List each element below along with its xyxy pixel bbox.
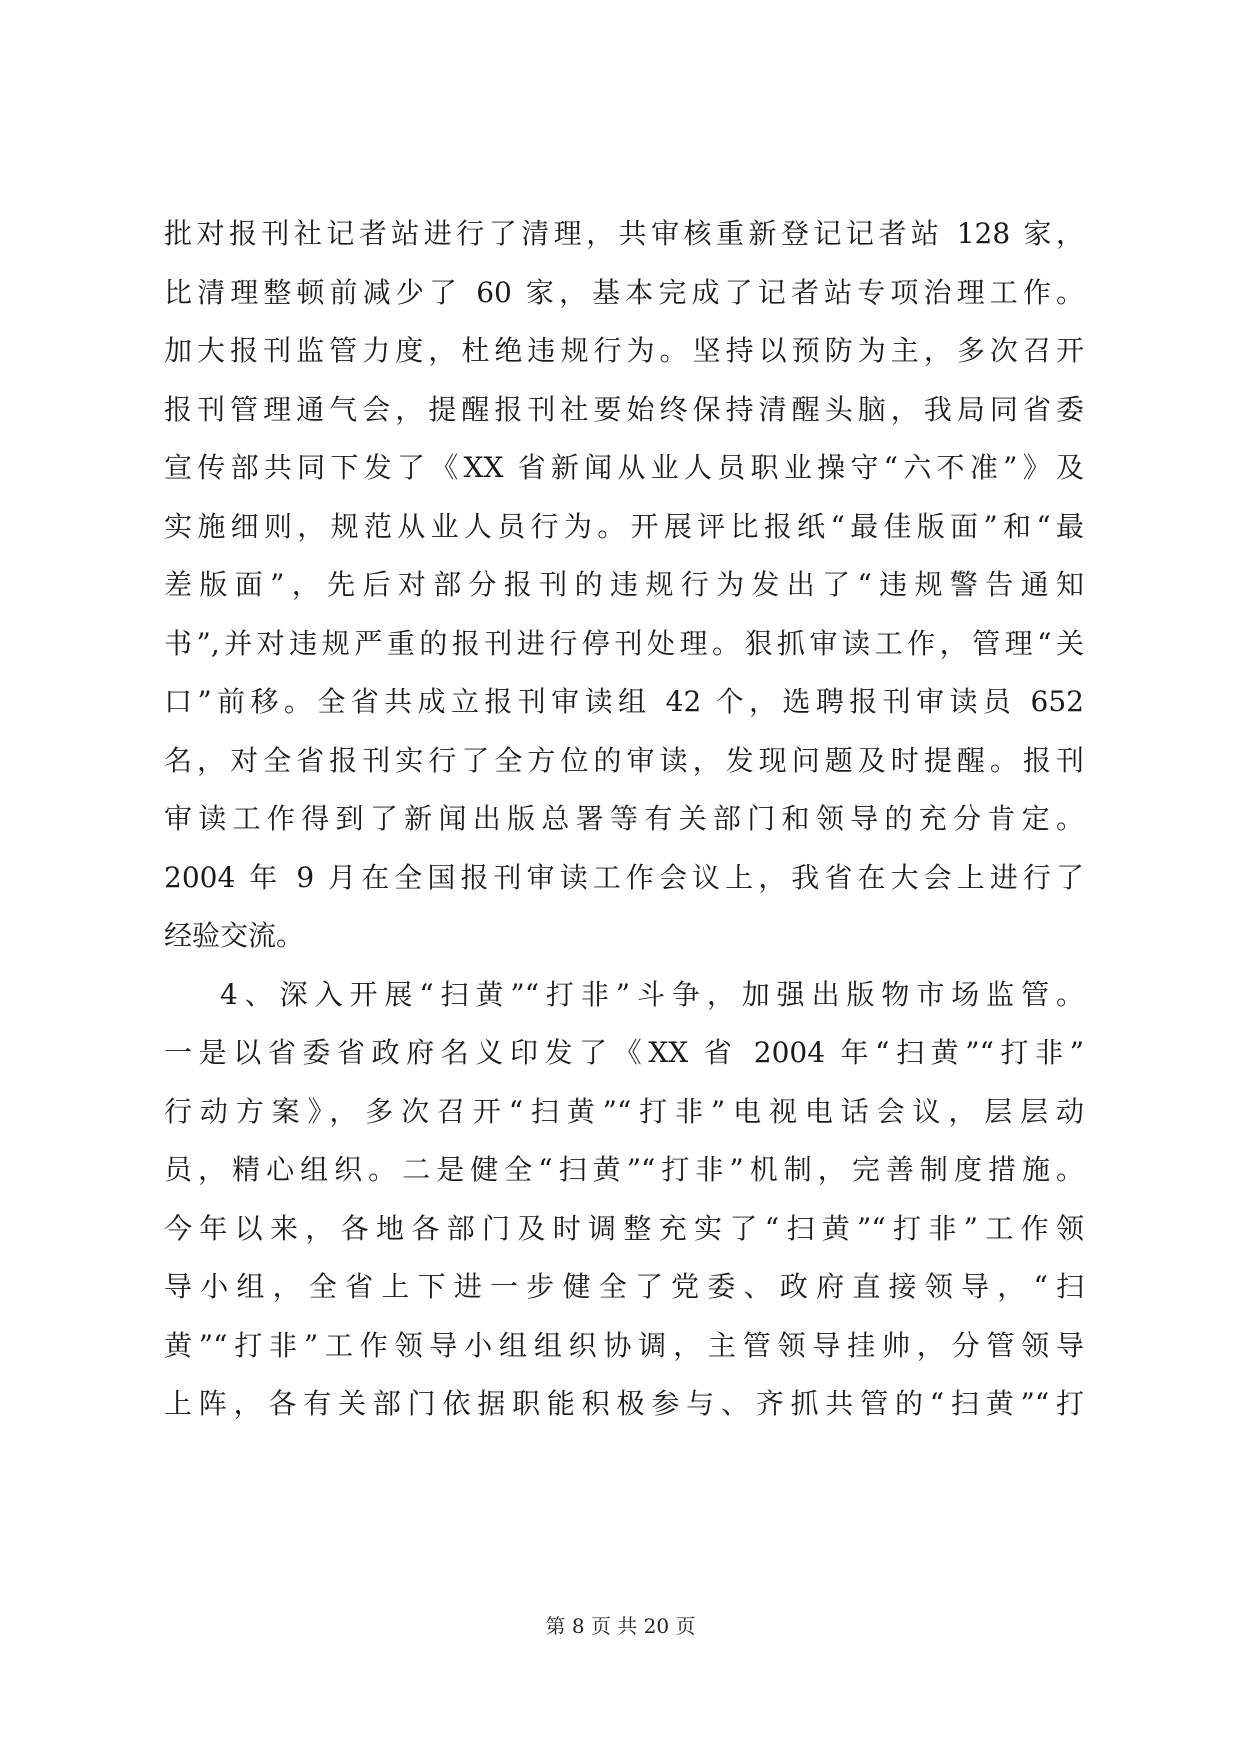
paragraph-heading: 4、深入开展“扫黄”“打非”斗争，加强出版物市场监管。 (220, 977, 1084, 1011)
text-line: 导小组，全省上下进一步健全了党委、政府直接领导，“扫 (164, 1270, 1084, 1303)
text-line: 书”,并对违规严重的报刊进行停刊处理。狠抓审读工作，管理“关 (164, 626, 1084, 660)
text-line: 宣传部共同下发了《XX 省新闻从业人员职业操守“六不准”》及 (164, 451, 1084, 484)
page-number: 第 8 页 共 20 页 (545, 1614, 696, 1638)
text-line: 2004 年 9 月在全国报刊审读工作会议上，我省在大会上进行了 (164, 860, 1084, 894)
text-line: 黄”“打非”工作领导小组组织协调，主管领导挂帅，分管领导 (164, 1328, 1084, 1362)
text-line: 比清理整顿前减少了 60 家，基本完成了记者站专项治理工作。 (164, 275, 1084, 309)
text-line: 报刊管理通气会，提醒报刊社要始终保持清醒头脑，我局同省委 (164, 392, 1084, 426)
page-footer (0, 1612, 1241, 1640)
text-line: 行动方案》，多次召开“扫黄”“打非”电视电话会议，层层动 (164, 1094, 1084, 1128)
text-line: 经验交流。 (164, 919, 305, 952)
text-line: 审读工作得到了新闻出版总署等有关部门和领导的充分肯定。 (164, 802, 1084, 835)
text-line: 差版面”，先后对部分报刊的违规行为发出了“违规警告通知 (164, 568, 1084, 601)
body-text (164, 205, 1084, 1434)
text-line: 加大报刊监管力度，杜绝违规行为。坚持以预防为主，多次召开 (164, 334, 1084, 367)
text-line: 口”前移。全省共成立报刊审读组 42 个，选聘报刊审读员 652 (164, 685, 1084, 718)
text-line: 批对报刊社记者站进行了清理，共审核重新登记记者站 128 家， (164, 217, 1084, 250)
text-line: 一是以省委省政府名义印发了《XX 省 2004 年“扫黄”“打非” (164, 1036, 1084, 1069)
text-line: 今年以来，各地各部门及时调整充实了“扫黄”“打非”工作领 (164, 1211, 1084, 1245)
text-line: 上阵，各有关部门依据职能积极参与、齐抓共管的“扫黄”“打 (164, 1387, 1084, 1420)
text-line: 名，对全省报刊实行了全方位的审读，发现问题及时提醒。报刊 (164, 743, 1084, 777)
text-line: 员，精心组织。二是健全“扫黄”“打非”机制，完善制度措施。 (164, 1153, 1084, 1186)
text-line: 实施细则，规范从业人员行为。开展评比报纸“最佳版面”和“最 (164, 509, 1084, 543)
